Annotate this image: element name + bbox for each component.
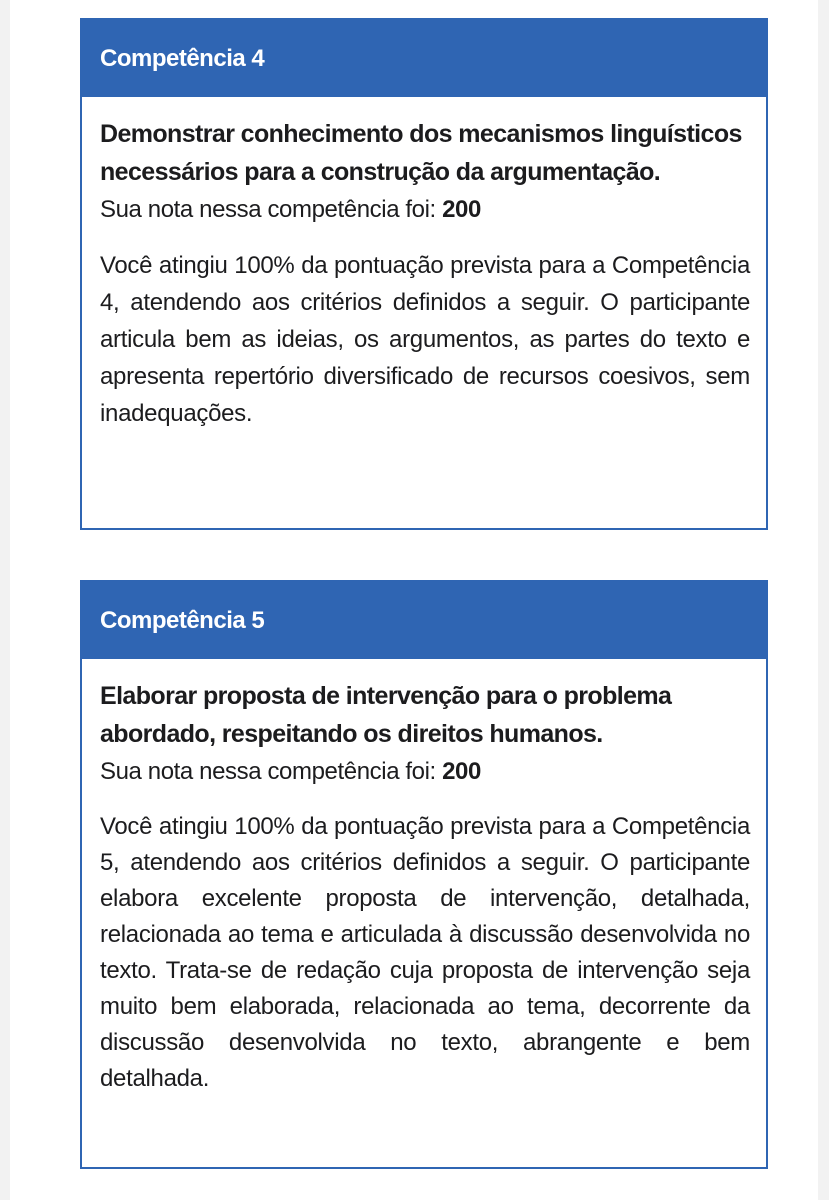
score-label: Sua nota nessa competência foi: — [100, 758, 443, 785]
competency-feedback: Você atingiu 100% da pontuação prevista para a Competência 4, atendendo aos critérios definidos a seguir. O participante articula bem as ideias, os argumentos, as partes do texto e apresenta repertório diversificado de recursos coesivos, sem inadequações. — [100, 252, 750, 427]
competency-card-5 — [80, 580, 768, 1169]
document-sheet — [10, 0, 818, 1200]
competency-feedback: Você atingiu 100% da pontuação prevista para a Competência 5, atendendo aos critérios definidos a seguir. O participante elabora excelente proposta de intervenção, detalhada, relacionada ao tema e articulada à discussão desenvolvida no texto. Trata-se de redação cuja proposta de intervenção seja muito bem elaborada, relacionada ao tema, decorrente da discussão desenvolvida no texto, abrangente e bem detalhada. — [100, 813, 750, 1092]
score-value: 200 — [442, 758, 481, 785]
competency-card-4 — [80, 18, 768, 530]
score-line — [100, 753, 750, 791]
competency-body — [82, 659, 766, 1097]
score-value: 200 — [442, 196, 481, 223]
competency-title: Competência 4 — [100, 44, 265, 72]
competency-body — [82, 97, 766, 432]
competency-description: Demonstrar conhecimento dos mecanismos linguísticos necessários para a construção da argumentação. — [100, 120, 742, 186]
competency-header — [82, 20, 766, 97]
competency-description: Elaborar proposta de intervenção para o problema abordado, respeitando os direitos humanos. — [100, 682, 672, 748]
score-label: Sua nota nessa competência foi: — [100, 196, 443, 223]
score-line — [100, 191, 750, 229]
competency-title: Competência 5 — [100, 606, 265, 634]
competency-header — [82, 582, 766, 659]
